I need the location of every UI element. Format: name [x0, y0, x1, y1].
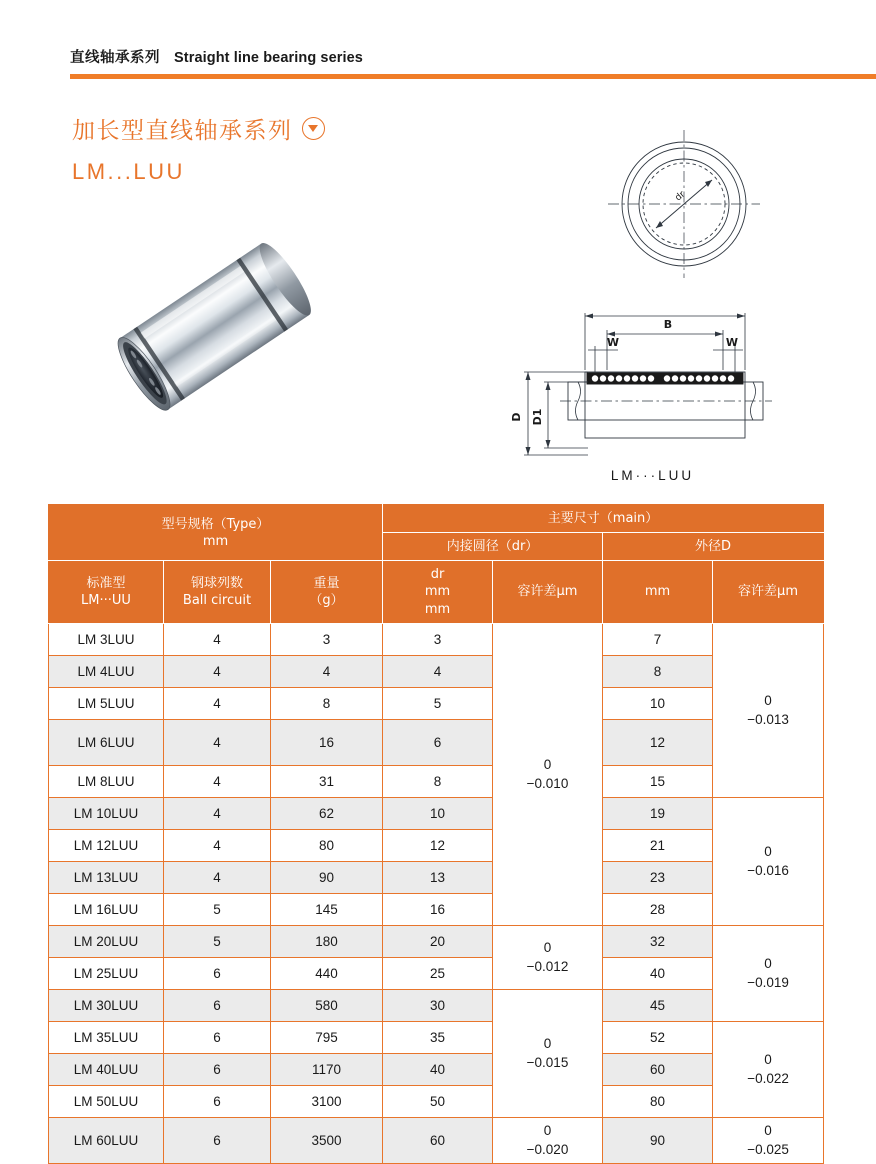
cell-model: LM 60LUU: [49, 1117, 164, 1163]
end-view-drawing: [598, 128, 773, 283]
table-header: [49, 505, 824, 624]
table-row: [49, 1053, 824, 1085]
cell-ball-circuit: 5: [164, 925, 271, 957]
cell-ball-circuit: 4: [164, 765, 271, 797]
cell-ball-circuit: 4: [164, 623, 271, 655]
header-group-main: 主要尺寸（main）: [383, 505, 824, 533]
cell-outer-diameter: 10: [603, 687, 713, 719]
header-col-dr-unit2: mm: [424, 601, 451, 617]
cell-outer-diameter: 21: [603, 829, 713, 861]
product-photo: [85, 243, 370, 458]
table-row: [49, 829, 824, 861]
cell-ball-circuit: 6: [164, 1117, 271, 1163]
side-view-caption: LM···LUU: [610, 468, 695, 483]
header-col-ball-cn: 钢球列数: [190, 575, 243, 591]
end-view-dr-label: dr: [673, 189, 688, 204]
header-group-type-cn: 型号规格（Type）: [161, 516, 270, 532]
cell-outer-diameter: 40: [603, 957, 713, 989]
cell-weight: 440: [271, 957, 383, 989]
cell-dr: 40: [383, 1053, 493, 1085]
header-col-od-mm: mm: [603, 561, 713, 623]
cell-od-tolerance: 0 −0.019: [713, 925, 824, 1021]
section-title: [72, 112, 325, 185]
cell-dr: 8: [383, 765, 493, 797]
cell-ball-circuit: 4: [164, 861, 271, 893]
side-view-drawing: [500, 300, 805, 472]
header-col-dr: [383, 561, 493, 623]
cell-ball-circuit: 4: [164, 655, 271, 687]
cell-weight: 4: [271, 655, 383, 687]
cell-weight: 90: [271, 861, 383, 893]
table-row: [49, 1117, 824, 1163]
cell-ball-circuit: 5: [164, 893, 271, 925]
cell-dr: 20: [383, 925, 493, 957]
section-title-cn: 加长型直线轴承系列: [72, 118, 293, 144]
cell-ball-circuit: 6: [164, 1085, 271, 1117]
section-product-code: LM...LUU: [72, 159, 185, 184]
cell-model: LM 8LUU: [49, 765, 164, 797]
cell-dr: 60: [383, 1117, 493, 1163]
header-col-weight: [271, 561, 383, 623]
cell-dr-tolerance: 0 −0.012: [493, 925, 603, 989]
cell-outer-diameter: 23: [603, 861, 713, 893]
dim-label-w-right: W: [725, 336, 739, 349]
table-row: [49, 893, 824, 925]
header-col-weight-unit: （g）: [309, 593, 344, 609]
cell-outer-diameter: 8: [603, 655, 713, 687]
specification-table: [48, 504, 824, 1164]
cell-model: LM 16LUU: [49, 893, 164, 925]
cell-ball-circuit: 4: [164, 829, 271, 861]
cell-outer-diameter: 7: [603, 623, 713, 655]
dim-label-w-left: W: [606, 336, 620, 349]
cell-weight: 795: [271, 1021, 383, 1053]
header-col-ball-en: Ball circuit: [182, 593, 252, 609]
cell-ball-circuit: 4: [164, 687, 271, 719]
table-row: [49, 797, 824, 829]
cell-model: LM 30LUU: [49, 989, 164, 1021]
cell-dr: 30: [383, 989, 493, 1021]
cell-weight: 3100: [271, 1085, 383, 1117]
cell-dr-tolerance: 0 −0.010: [493, 623, 603, 925]
header-group-type-unit: mm: [202, 533, 229, 549]
cell-model: LM 10LUU: [49, 797, 164, 829]
page-header: [0, 46, 876, 79]
table-row: [49, 765, 824, 797]
cell-weight: 80: [271, 829, 383, 861]
cell-dr: 10: [383, 797, 493, 829]
cell-dr-tolerance: 0 −0.015: [493, 989, 603, 1117]
cell-dr-tolerance: 0 −0.020: [493, 1117, 603, 1163]
cell-outer-diameter: 12: [603, 719, 713, 765]
cell-dr: 4: [383, 655, 493, 687]
cell-model: LM 6LUU: [49, 719, 164, 765]
dim-label-d1: D1: [531, 408, 544, 426]
cell-ball-circuit: 4: [164, 797, 271, 829]
cell-weight: 145: [271, 893, 383, 925]
cell-weight: 3: [271, 623, 383, 655]
cell-dr: 35: [383, 1021, 493, 1053]
cell-model: LM 35LUU: [49, 1021, 164, 1053]
header-col-ball-circuit: [164, 561, 271, 623]
cell-model: LM 5LUU: [49, 687, 164, 719]
table-row: [49, 957, 824, 989]
cell-model: LM 25LUU: [49, 957, 164, 989]
cell-dr: 25: [383, 957, 493, 989]
cell-model: LM 20LUU: [49, 925, 164, 957]
header-col-dr-name: dr: [430, 567, 445, 583]
cell-dr: 50: [383, 1085, 493, 1117]
cell-weight: 16: [271, 719, 383, 765]
cell-od-tolerance: 0 −0.013: [713, 623, 824, 797]
cell-ball-circuit: 6: [164, 1021, 271, 1053]
cell-model: LM 13LUU: [49, 861, 164, 893]
table-body: [49, 623, 824, 1163]
cell-od-tolerance: 0 −0.016: [713, 797, 824, 925]
table-row: [49, 687, 824, 719]
cell-weight: 3500: [271, 1117, 383, 1163]
cell-outer-diameter: 52: [603, 1021, 713, 1053]
cell-model: LM 4LUU: [49, 655, 164, 687]
table-row: [49, 1021, 824, 1053]
chevron-down-circle-icon: [302, 117, 325, 140]
cell-outer-diameter: 32: [603, 925, 713, 957]
cell-weight: 31: [271, 765, 383, 797]
cell-ball-circuit: 6: [164, 957, 271, 989]
cell-outer-diameter: 15: [603, 765, 713, 797]
cell-od-tolerance: 0 −0.022: [713, 1021, 824, 1117]
cell-model: LM 3LUU: [49, 623, 164, 655]
cell-weight: 1170: [271, 1053, 383, 1085]
cell-weight: 580: [271, 989, 383, 1021]
cell-dr: 6: [383, 719, 493, 765]
cell-outer-diameter: 45: [603, 989, 713, 1021]
cell-ball-circuit: 6: [164, 1053, 271, 1085]
cell-outer-diameter: 90: [603, 1117, 713, 1163]
dim-label-d: D: [510, 412, 523, 422]
cell-model: LM 50LUU: [49, 1085, 164, 1117]
cell-od-tolerance: 0 −0.025: [713, 1117, 824, 1163]
cell-model: LM 12LUU: [49, 829, 164, 861]
header-col-od-tolerance: 容许差μm: [713, 561, 824, 623]
cell-weight: 8: [271, 687, 383, 719]
header-col-dr-tolerance: 容许差μm: [493, 561, 603, 623]
table-row: [49, 655, 824, 687]
table-row: [49, 925, 824, 957]
table-row: [49, 719, 824, 765]
header-sub-od: 外径D: [603, 533, 824, 561]
cell-ball-circuit: 6: [164, 989, 271, 1021]
cell-ball-circuit: 4: [164, 719, 271, 765]
cell-outer-diameter: 19: [603, 797, 713, 829]
cell-weight: 62: [271, 797, 383, 829]
table-row: [49, 623, 824, 655]
header-group-type: [49, 505, 383, 561]
cell-dr: 3: [383, 623, 493, 655]
header-col-weight-cn: 重量: [313, 575, 340, 591]
cell-weight: 180: [271, 925, 383, 957]
header-col-model-en: LM···UU: [81, 593, 131, 609]
header-col-model: [49, 561, 164, 623]
table-row: [49, 989, 824, 1021]
cell-dr: 12: [383, 829, 493, 861]
header-col-dr-unit1: mm: [424, 584, 451, 600]
cell-model: LM 40LUU: [49, 1053, 164, 1085]
header-title-cn: 直线轴承系列: [70, 50, 160, 66]
header-accent-rule: [70, 74, 876, 79]
header-col-model-cn: 标准型: [86, 575, 126, 591]
header-title-en: Straight line bearing series: [174, 50, 363, 66]
cell-dr: 13: [383, 861, 493, 893]
cell-outer-diameter: 80: [603, 1085, 713, 1117]
dim-label-b: B: [663, 318, 673, 331]
header-sub-dr: 内接圆径（dr）: [383, 533, 603, 561]
cell-outer-diameter: 28: [603, 893, 713, 925]
cell-dr: 16: [383, 893, 493, 925]
table-row: [49, 1085, 824, 1117]
cell-dr: 5: [383, 687, 493, 719]
cell-outer-diameter: 60: [603, 1053, 713, 1085]
table-row: [49, 861, 824, 893]
